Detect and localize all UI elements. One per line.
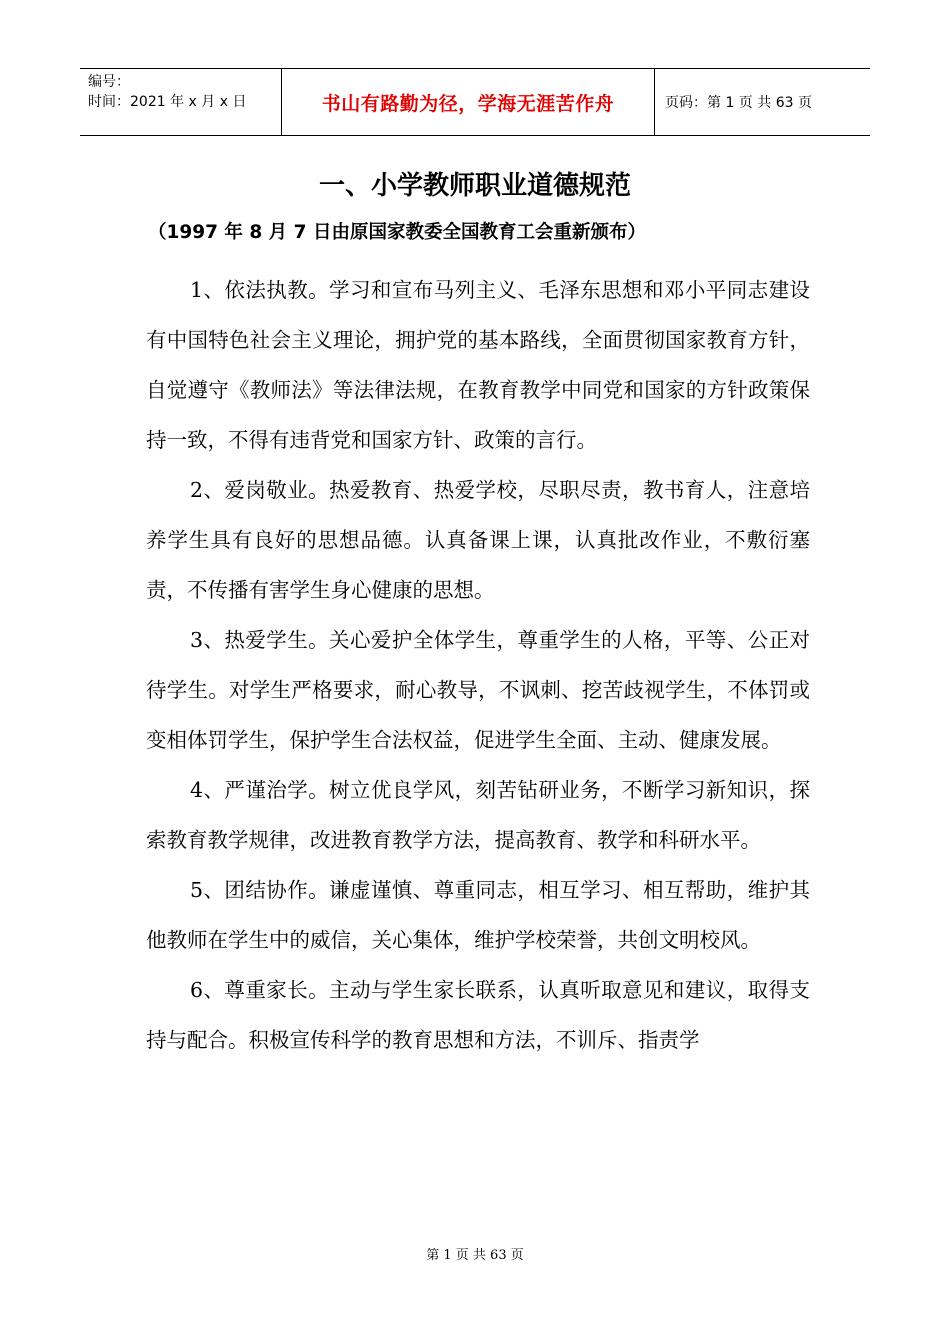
document-body xyxy=(146,265,810,1065)
header-meta-cell xyxy=(80,69,281,135)
paragraph-3: 3、热爱学生。关心爱护全体学生，尊重学生的人格，平等、公正对待学生。对学生严格要求，耐心教导，不讽刺、挖苦歧视学生，不体罚或变相体罚学生，保护学生合法权益，促进学生全面、主动、健康发展。 xyxy=(146,628,810,752)
document-subtitle: （1997 年 8 月 7 日由原国家教委全国教育工会重新颁布） xyxy=(148,222,646,243)
paragraph-4: 4、严谨治学。树立优良学风，刻苦钻研业务，不断学习新知识，探索教育教学规律，改进教育教学方法，提高教育、教学和科研水平。 xyxy=(146,778,810,852)
document-title: 一、小学教师职业道德规范 xyxy=(318,171,631,201)
paragraph-6: 6、尊重家长。主动与学生家长联系，认真听取意见和建议，取得支持与配合。积极宣传科学的教育思想和方法，不训斥、指责学 xyxy=(146,978,810,1052)
header-page-info: 页码：第 1 页 共 63 页 xyxy=(665,95,812,111)
page-footer: 第 1 页 共 63 页 xyxy=(426,1248,524,1263)
document-number-label: 编号： xyxy=(88,74,130,90)
paragraph-2: 2、爱岗敬业。热爱教育、热爱学校，尽职尽责，教书育人，注意培养学生具有良好的思想品德。认真备课上课，认真批改作业，不敷衍塞责，不传播有害学生身心健康的思想。 xyxy=(146,478,810,602)
header-motto: 书山有路勤为径，学海无涯苦作舟 xyxy=(281,69,655,135)
paragraph-5: 5、团结协作。谦虚谨慎、尊重同志，相互学习、相互帮助，维护其他教师在学生中的威信，关心集体，维护学校荣誉，共创文明校风。 xyxy=(146,878,810,952)
page-header-table xyxy=(80,68,870,136)
document-time-label: 时间：2021 年 x 月 x 日 xyxy=(88,94,247,110)
paragraph-1: 1、依法执教。学习和宣布马列主义、毛泽东思想和邓小平同志建设有中国特色社会主义理论，拥护党的基本路线，全面贯彻国家教育方针，自觉遵守《教师法》等法律法规，在教育教学中同党和国家的方针政策保持一致，不得有违背党和国家方针、政策的言行。 xyxy=(146,278,810,452)
